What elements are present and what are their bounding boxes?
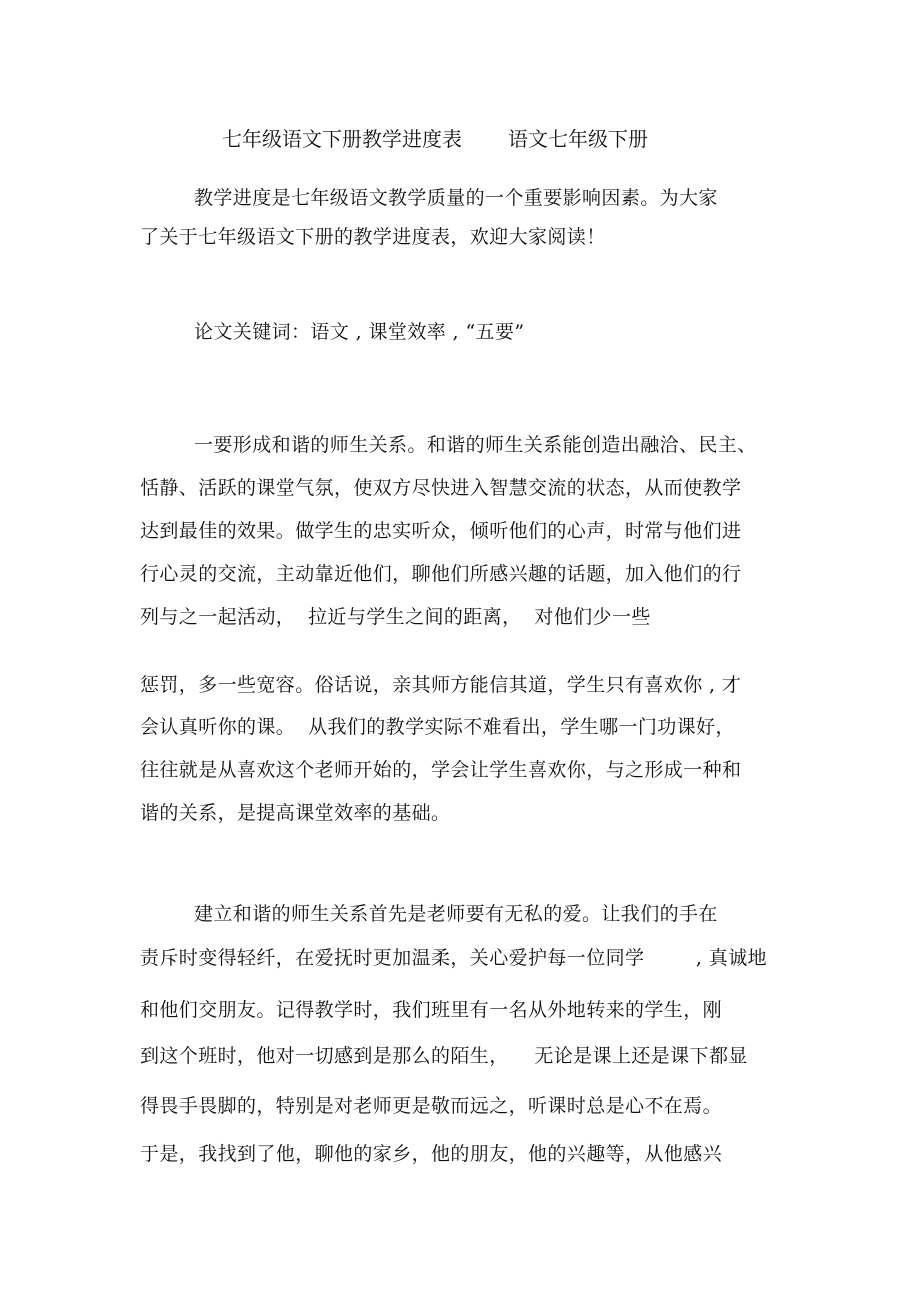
title-sub: 语文七年级下册 [508,127,648,151]
paragraph-line: 和他们交朋友。记得教学时，我们班里有一名从外地转来的学生，刚 [140,999,723,1021]
paragraph-line: 责斥时变得轻纤，在爱抚时更加温柔，关心爱护每一位同学 , 真诚地 [140,947,767,969]
paragraph-line: 恬静、活跃的课堂气氛，使双方尽快进入智慧交流的状态，从而使教学 [140,477,742,499]
document-title [222,126,648,152]
paragraph-line: 于是，我找到了他，聊他的家乡，他的朋友，他的兴趣等，从他感兴 [140,1143,723,1165]
keywords-line: 论文关键词：语文 , 课堂效率 , “五要” [194,321,525,343]
paragraph-line: 往往就是从喜欢这个老师开始的，学会让学生喜欢你，与之形成一种和 [140,759,742,781]
paragraph-line: 行心灵的交流，主动靠近他们，聊他们所感兴趣的话题，加入他们的行 [140,563,742,585]
intro-line: 教学进度是七年级语文教学质量的一个重要影响因素。为大家 [194,187,718,209]
title-main: 七年级语文下册教学进度表 [222,127,462,151]
paragraph-line: 到这个班时，他对一切感到是那么的陌生， 无论是课上还是课下都显 [140,1045,748,1067]
paragraph-line: 建立和谐的师生关系首先是老师要有无私的爱。让我们的手在 [194,903,718,925]
paragraph-line: 列与之一起活动， 拉近与学生之间的距离， 对他们少一些 [140,606,651,628]
paragraph-line: 惩罚，多一些宽容。俗话说，亲其师方能信其道，学生只有喜欢你 , 才 [140,674,742,696]
intro-line: 了关于七年级语文下册的教学进度表，欢迎大家阅读！ [140,226,606,248]
paragraph-line: 会认真听你的课。 从我们的教学实际不难看出，学生哪一门功课好， [140,716,735,738]
paragraph-line: 得畏手畏脚的，特别是对老师更是敬而远之，听课时总是心不在焉。 [140,1095,723,1117]
paragraph-line: 谐的关系，是提高课堂效率的基础。 [140,802,451,824]
paragraph-line: 一要形成和谐的师生关系。和谐的师生关系能创造出融洽、民主、 [194,434,757,456]
paragraph-line: 达到最佳的效果。做学生的忠实听众，倾听他们的心声，时常与他们进 [140,520,742,542]
